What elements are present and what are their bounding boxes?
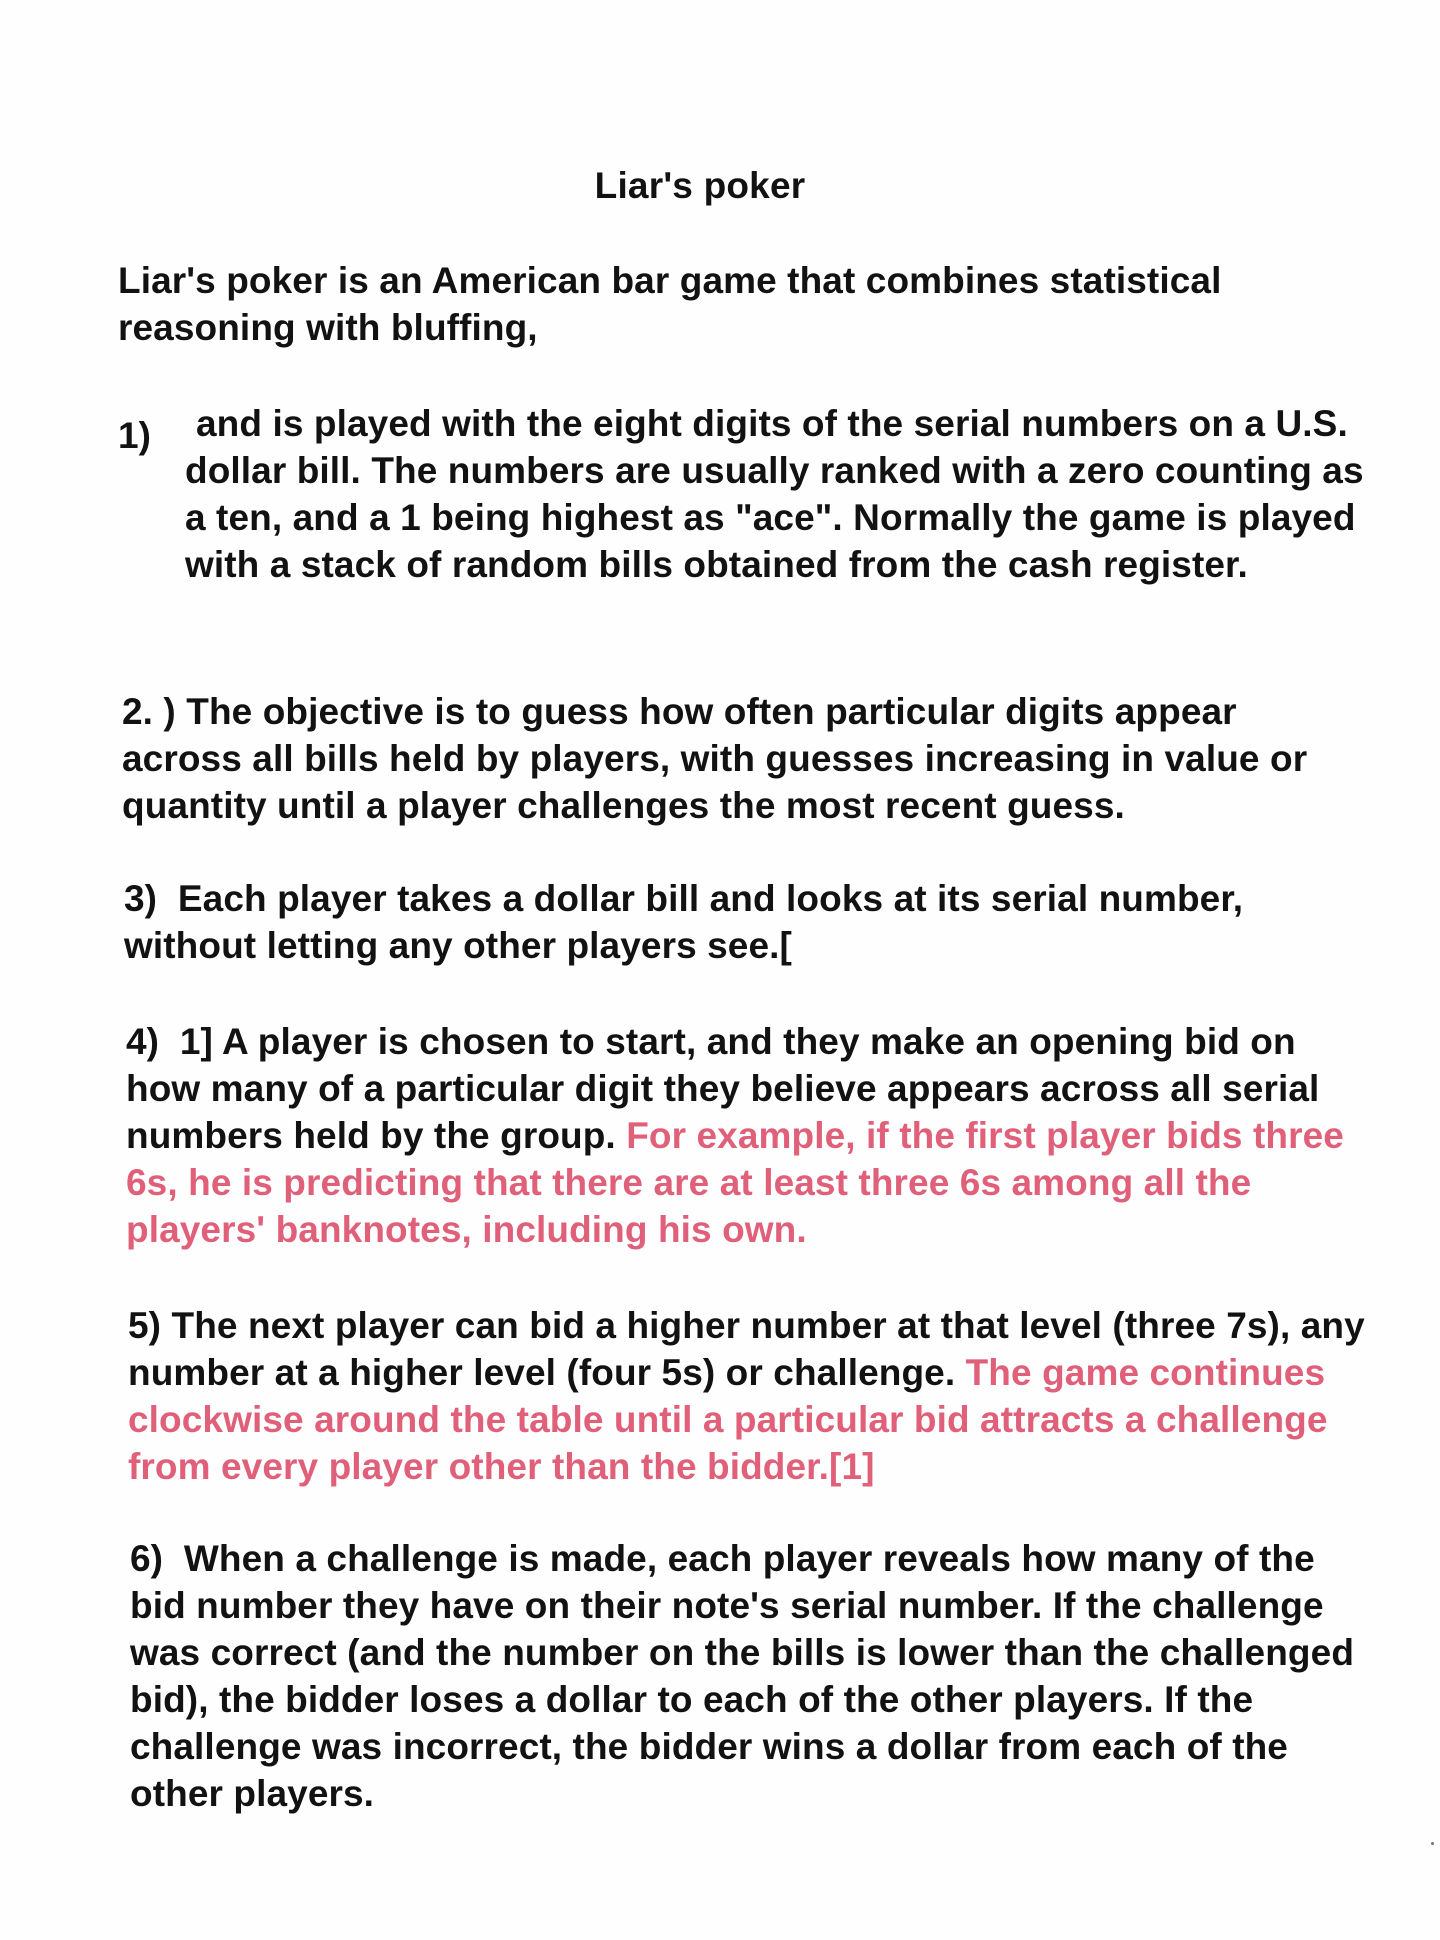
item-5-highlight: The game continues clockwise around the table until a particular bid attracts a challenge from every player other than the bidder.[1] [128,1352,1328,1487]
item-3-number: 3) [124,878,158,919]
item-2-paragraph [122,688,1322,829]
item-5-text: The next player can bid a higher number at that level (three 7s), any number at a higher level (four 5s) or challenge. [128,1305,1365,1393]
item-6-number: 6) [130,1538,164,1579]
item-3-paragraph [124,875,1324,969]
intro-paragraph: Liar's poker is an American bar game that combines statistical reasoning with bluffing, [118,260,1222,348]
item-5-paragraph [128,1302,1368,1490]
item-2-text: The objective is to guess how often particular digits appear across all bills held by players, with guesses increasing in value or quantity until a player challenges the most recent guess. [122,691,1308,826]
item-1-number: 1) [118,415,152,456]
item-5-number: 5) [128,1305,162,1346]
item-3-text: Each player takes a dollar bill and looks at its serial number, without letting any other players see.[ [124,878,1244,966]
document-title: Liar's poker [594,165,806,206]
item-4-highlight: For example, if the first player bids three 6s, he is predicting that there are at least three 6s among all the players' banknotes, including his own. [126,1115,1344,1250]
item-6-text: When a challenge is made, each player reveals how many of the bid number they have on their note's serial number. If the challenge was correct (and the number on the bills is lower than the challenged bid), the bidder loses a dollar to each of the other players. If the challenge was incorrect, the bidder wins a dollar from each of the other players. [130,1538,1355,1814]
item-4-paragraph [126,1018,1346,1253]
scan-speck [1431,1842,1434,1845]
item-4-text: 1] A player is chosen to start, and they make an opening bid on how many of a particular digit they believe appears across all serial numbers held by the group. [126,1021,1320,1156]
item-1-text: and is played with the eight digits of the serial numbers on a U.S. dollar bill. The numbers are usually ranked with a zero counting as a ten, and a 1 being highest as "ace". Normally the game is played with a stack of random bills obtained from the cash register. [185,403,1364,585]
item-4-number: 4) [126,1021,160,1062]
item-6-paragraph [130,1535,1370,1817]
item-2-number: 2. ) [122,691,176,732]
